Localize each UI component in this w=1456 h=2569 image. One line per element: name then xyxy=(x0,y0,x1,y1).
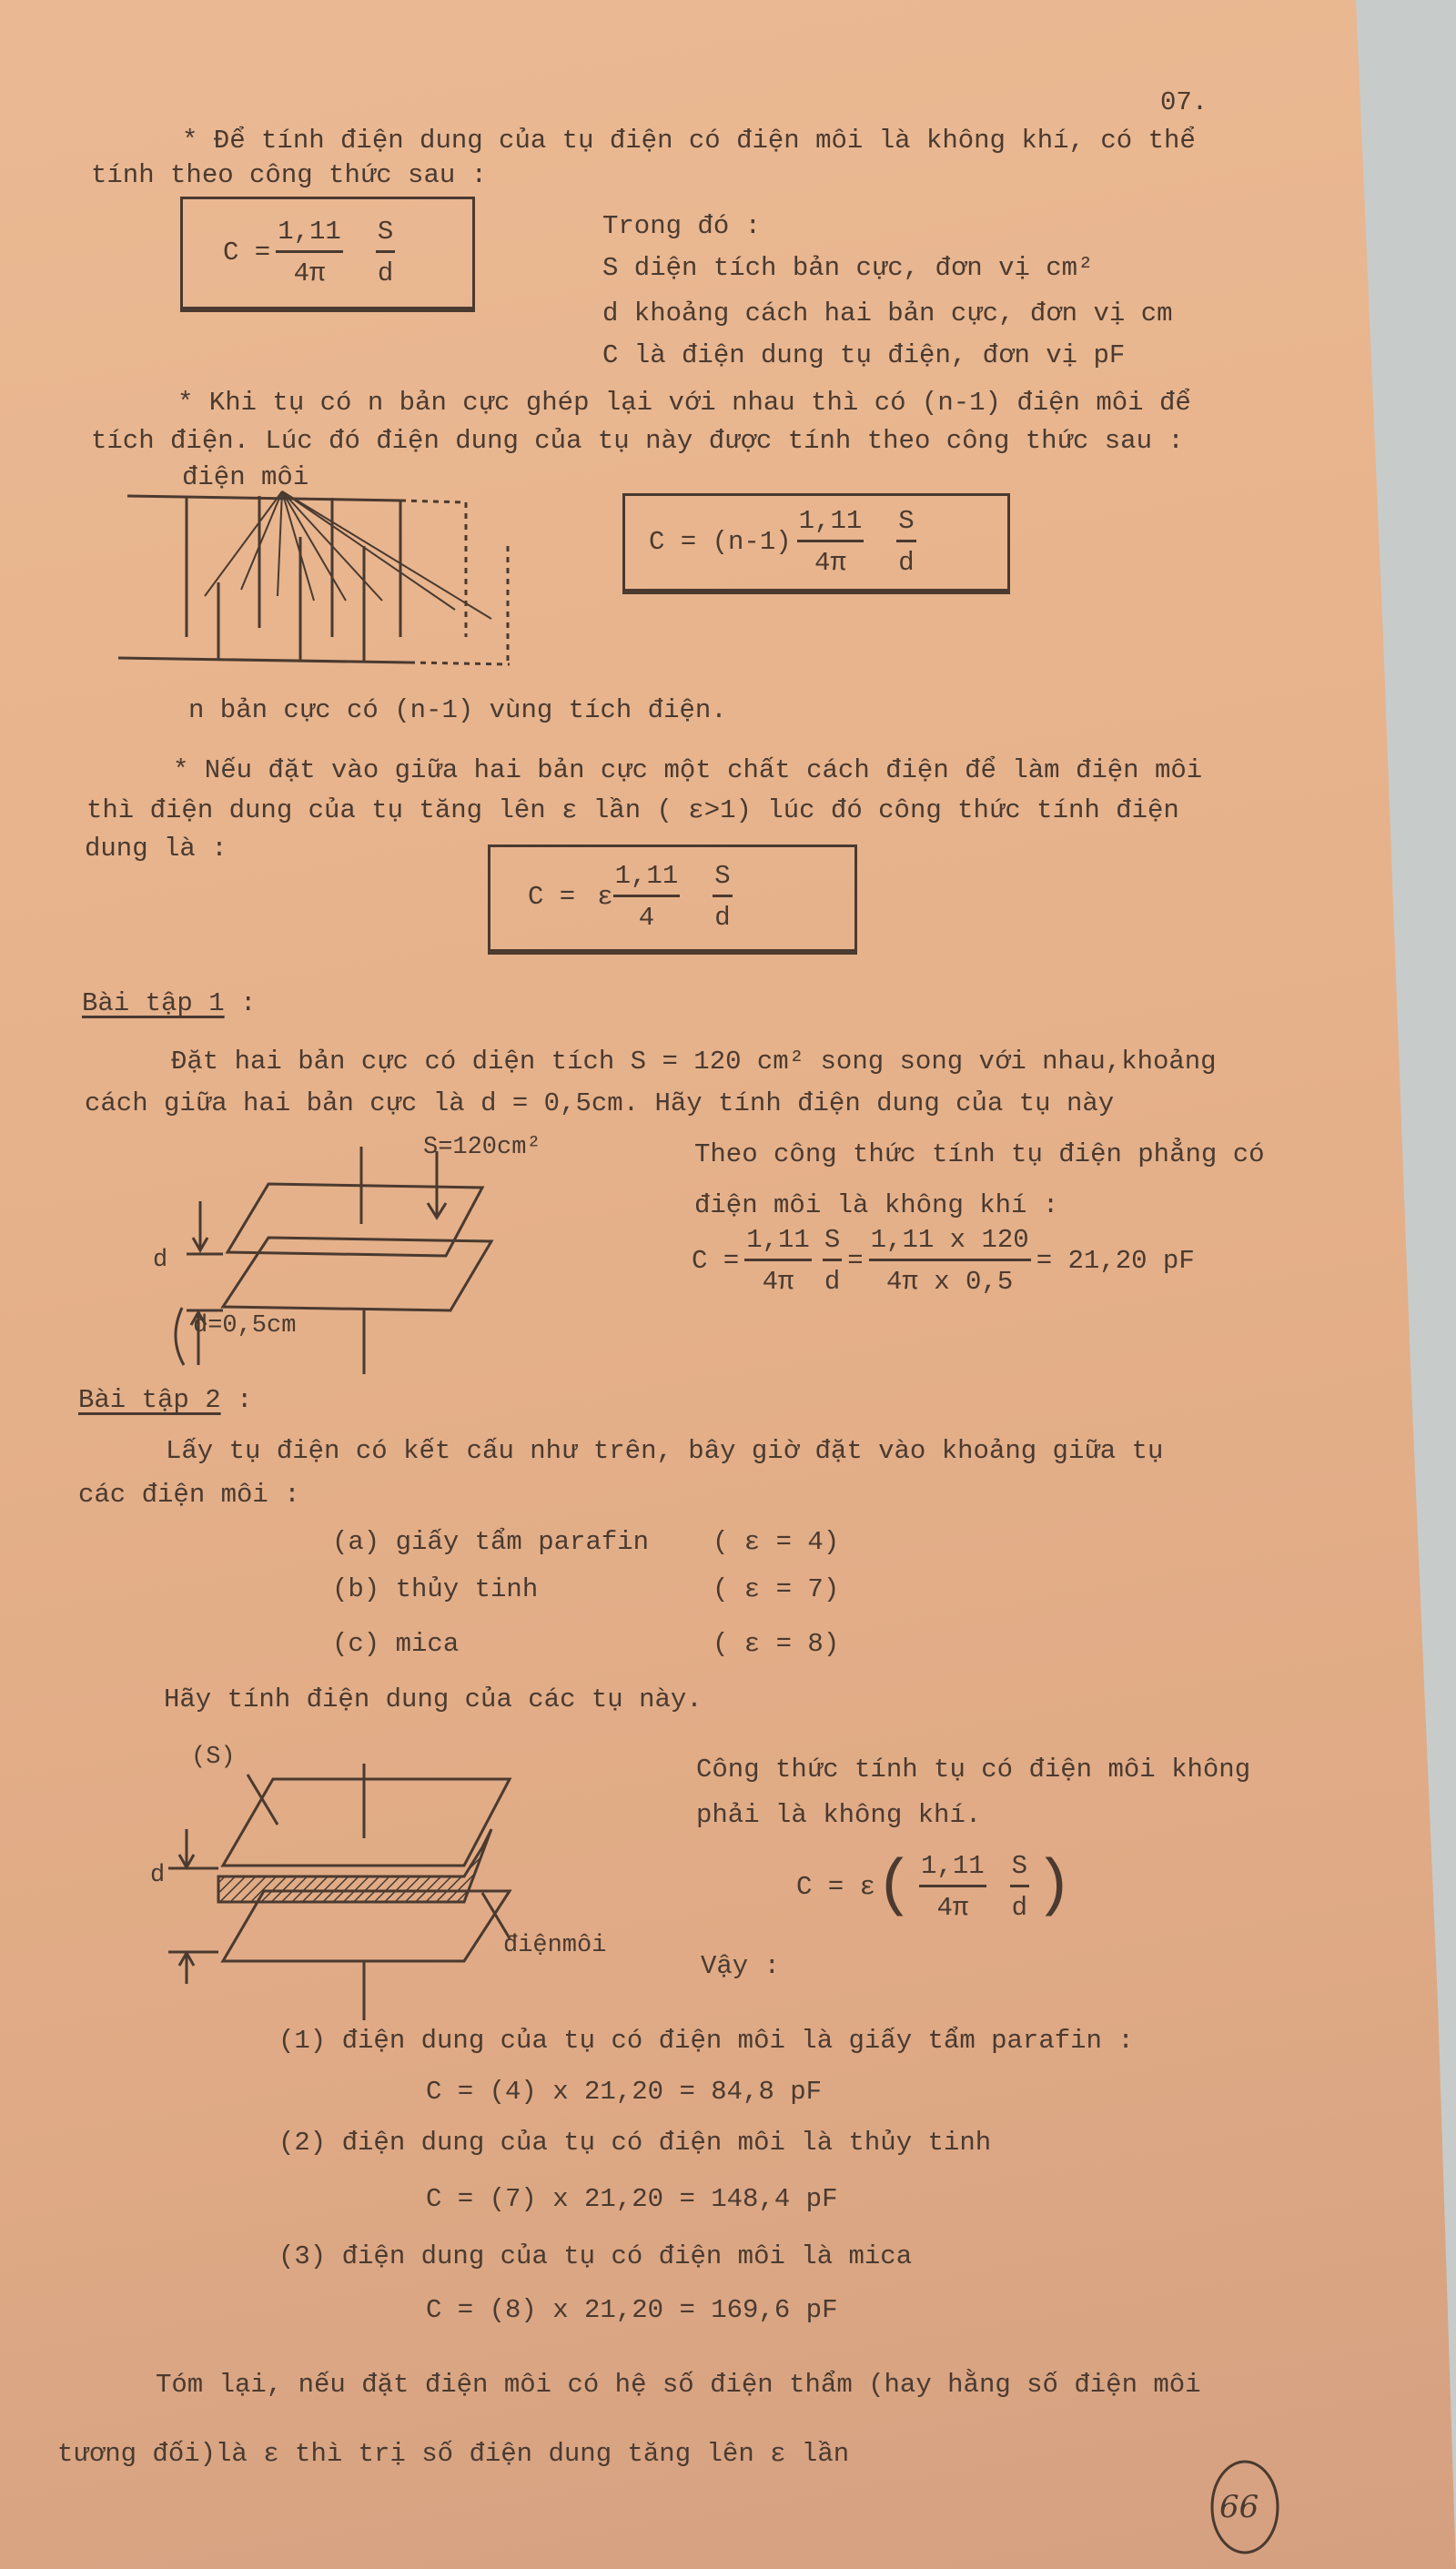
dielectric-line-3: dung là : xyxy=(85,834,228,864)
epsilon-symbol: ε xyxy=(597,881,613,912)
numerator: S xyxy=(376,217,395,253)
denominator: 4π xyxy=(762,1266,794,1297)
exercise-2-solution-1: Công thức tính tụ có điện môi không xyxy=(696,1755,1251,1785)
multi-caption: n bản cực có (n-1) vùng tích điện. xyxy=(188,695,727,725)
paren-close: ) xyxy=(1035,1850,1074,1923)
result-calculation: C = (4) x 21,20 = 84,8 pF xyxy=(426,2077,823,2107)
exercise-1-line-1: Đặt hai bản cực có diện tích S = 120 cm² song song với nhau,khoảng xyxy=(171,1047,1217,1077)
page-number: 07. xyxy=(1160,87,1208,117)
diagram-label-dielectric: điện môi xyxy=(182,462,309,492)
exercise-2-line-1: Lấy tụ điện có kết cấu như trên, bây giờ đặt vào khoảng giữa tụ xyxy=(166,1436,1164,1466)
numerator: S xyxy=(896,506,915,542)
result-calculation: C = (8) x 21,20 = 169,6 pF xyxy=(426,2295,838,2325)
formula-lhs: C = ε xyxy=(796,1871,876,1902)
denominator: 4π xyxy=(293,258,326,288)
result-calculation: C = (7) x 21,20 = 148,4 pF xyxy=(426,2184,838,2214)
intro-line-2: tính theo công thức sau : xyxy=(91,160,488,190)
formula-lhs: C = xyxy=(692,1245,740,1276)
material-label: (a) giấy tẩm parafin xyxy=(332,1527,650,1557)
dielectric-line-2: thì điện dung của tụ tăng lên ε lần ( ε>1) lúc đó công thức tính điện xyxy=(86,795,1179,825)
result-description: (3) điện dung của tụ có điện môi là mica xyxy=(278,2241,913,2271)
therefore-label: Vậy : xyxy=(701,1951,781,1981)
result: = 21,20 pF xyxy=(1036,1245,1195,1276)
denominator: 4 xyxy=(638,902,655,933)
numerator: 1,11 xyxy=(797,506,864,542)
exercise-2-question: Hãy tính điện dung của các tụ này. xyxy=(164,1684,703,1714)
material-epsilon: ( ε = 4) xyxy=(713,1527,840,1557)
figure-distance-label: d xyxy=(153,1247,168,1274)
paren-open: ( xyxy=(875,1850,915,1923)
exercise-1-solution-2: điện môi là không khí : xyxy=(694,1190,1059,1220)
exercise-2-line-2: các điện môi : xyxy=(78,1480,300,1510)
exercise-1-solution-1: Theo công thức tính tụ điện phẳng có xyxy=(694,1139,1265,1169)
numerator: S xyxy=(823,1225,842,1261)
intro-line-1: * Để tính điện dung của tụ điện có điện môi là không khí, có thể xyxy=(182,126,1196,156)
material-label: (c) mica xyxy=(332,1629,460,1659)
formula-lhs: C = (n-1) xyxy=(649,526,792,557)
denominator: d xyxy=(898,547,915,578)
heading-text: Bài tập 2 xyxy=(78,1385,221,1415)
summary-line-2: tương đối)là ε thì trị số điện dung tăng lên ε lần xyxy=(57,2439,850,2469)
numerator: 1,11 xyxy=(919,1851,986,1887)
denominator: d xyxy=(377,258,394,288)
multi-line-2: tích điện. Lúc đó điện dung của tụ này được tính theo công thức sau : xyxy=(91,426,1184,456)
numerator: 1,11 xyxy=(613,861,681,897)
dielectric-line-1: * Nếu đặt vào giữa hai bản cực một chất cách điện để làm điện môi xyxy=(173,755,1203,785)
multi-line-1: * Khi tụ có n bản cực ghép lại với nhau thì có (n-1) điện môi để xyxy=(177,388,1191,418)
numerator: 1,11 xyxy=(744,1225,812,1261)
formula-lhs: C = xyxy=(223,237,271,268)
denominator: 4π x 0,5 xyxy=(886,1266,1014,1297)
denominator: d xyxy=(1011,1892,1028,1923)
denominator: d xyxy=(714,902,731,933)
denominator: d xyxy=(824,1266,841,1297)
heading-text: Bài tập 1 xyxy=(82,988,225,1018)
material-epsilon: ( ε = 8) xyxy=(713,1629,840,1659)
heading-colon: : xyxy=(240,988,257,1018)
material-epsilon: ( ε = 7) xyxy=(713,1574,840,1604)
fraction xyxy=(919,1851,986,1923)
legend-item: S diện tích bản cực, đơn vị cm² xyxy=(602,253,1094,283)
denominator: 4π xyxy=(814,547,846,578)
legend-title: Trong đó : xyxy=(602,211,762,241)
exercise-2-formula xyxy=(796,1846,1073,1927)
figure-area-label: S=120cm² xyxy=(423,1134,541,1161)
numerator: 1,11 xyxy=(276,217,343,253)
exercise-2-solution-2: phải là không khí. xyxy=(696,1800,982,1830)
numerator: 1,11 x 120 xyxy=(869,1225,1031,1261)
figure-area-label: (S) xyxy=(191,1744,236,1771)
summary-line-1: Tóm lại, nếu đặt điện môi có hệ số điện thẩm (hay hằng số điện môi xyxy=(156,2370,1201,2400)
legend-item: C là điện dung tụ điện, đơn vị pF xyxy=(602,340,1126,370)
numerator: S xyxy=(713,861,732,897)
denominator: 4π xyxy=(936,1892,969,1923)
equals: = xyxy=(847,1245,864,1276)
legend-item: d khoảng cách hai bản cực, đơn vị cm xyxy=(602,298,1173,329)
heading-colon: : xyxy=(237,1385,253,1415)
exercise-1-line-2: cách giữa hai bản cực là d = 0,5cm. Hãy tính điện dung của tụ này xyxy=(85,1088,1115,1118)
result-description: (2) điện dung của tụ có điện môi là thủy tinh xyxy=(278,2128,992,2158)
figure-distance-label: d xyxy=(150,1862,166,1889)
handwritten-page-number: 66 xyxy=(1219,2489,1259,2525)
fraction xyxy=(1010,1851,1029,1923)
material-label: (b) thủy tinh xyxy=(332,1574,539,1604)
formula-lhs: C = xyxy=(528,881,576,912)
numerator: S xyxy=(1010,1851,1029,1887)
figure-distance-value: d=0,5cm xyxy=(193,1312,297,1340)
result-description: (1) điện dung của tụ có điện môi là giấy tẩm parafin : xyxy=(278,2026,1134,2056)
figure-dielectric-label: điệnmôi xyxy=(503,1932,607,1959)
